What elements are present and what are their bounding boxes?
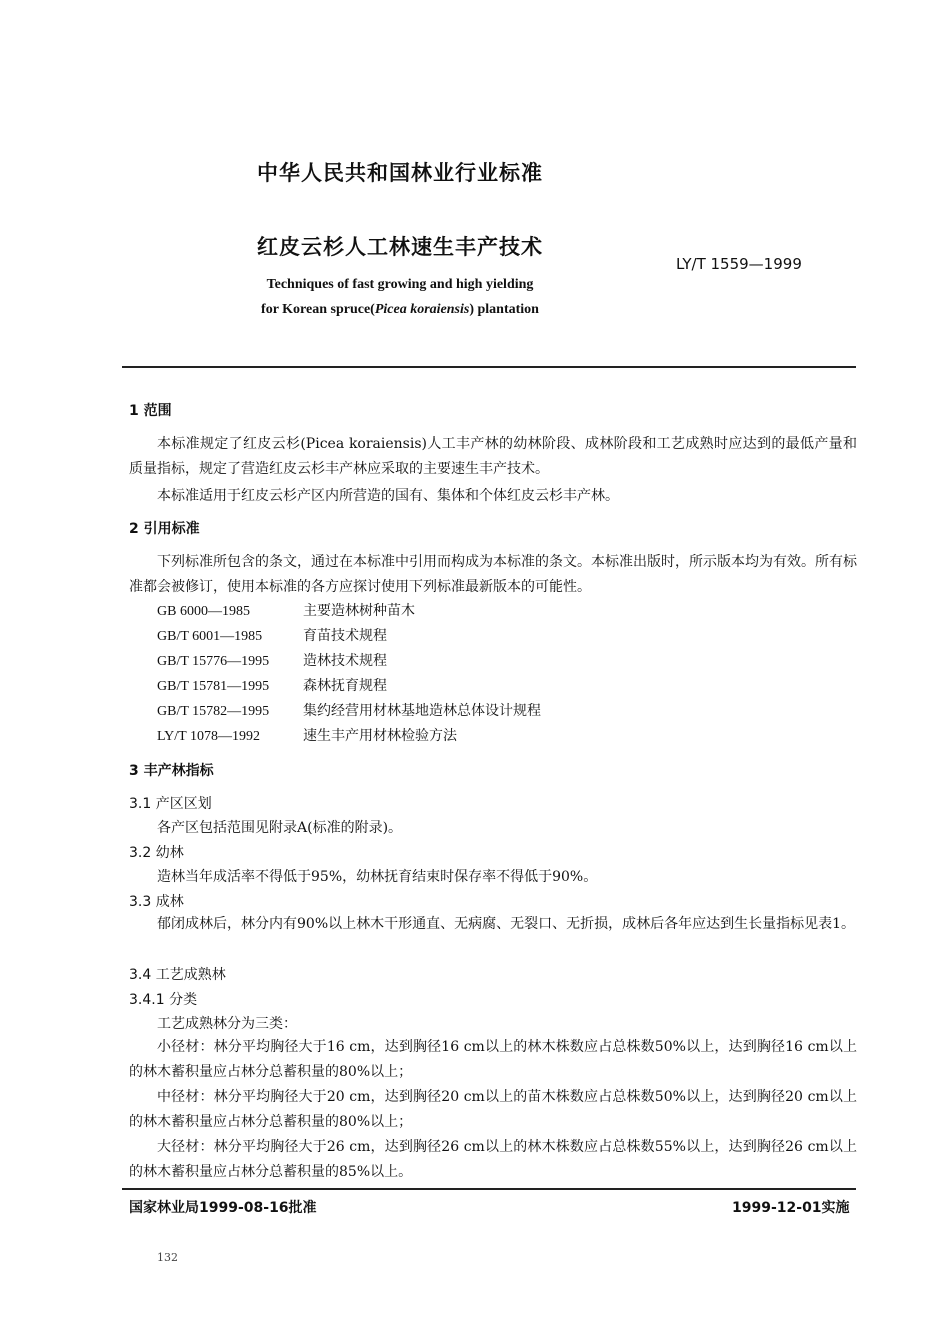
section-3-2-text: 造林当年成活率不得低于95%，幼林抚育结束时保存率不得低于90%。 (157, 869, 598, 885)
reference-code: GB 6000—1985 (157, 604, 250, 619)
reference-title: 造林技术规程 (303, 653, 387, 669)
reference-item (157, 675, 387, 695)
reference-item (157, 725, 457, 745)
title-en-latin-name: Picea koraiensis (374, 302, 470, 317)
section-3-2-heading: 3.2 幼林 (129, 845, 184, 861)
document-title-cn: 红皮云杉人工林速生丰产技术 (257, 235, 543, 259)
section-3-4-heading: 3.4 工艺成熟林 (129, 967, 226, 983)
small-diameter-timber-criteria: 小径材：林分平均胸径大于16 cm，达到胸径16 cm以上的林木株数应占总株数50%以上，达到胸径16 cm以上的林木蓄积量应占林分总蓄积量的80%以上； (129, 1039, 857, 1080)
section-1-paragraph-1: 本标准规定了红皮云杉(Picea koraiensis)人工丰产林的幼林阶段、成林阶段和工艺成熟时应达到的最低产量和质量指标，规定了营造红皮云杉丰产林应采取的主要速生丰产技术。 (129, 436, 857, 477)
section-3-1-text: 各产区包括范围见附录A(标准的附录)。 (157, 820, 403, 836)
document-title-en-line1: Techniques of fast growing and high yielding (266, 277, 534, 292)
reference-title: 育苗技术规程 (303, 628, 387, 644)
reference-code: LY/T 1078—1992 (157, 729, 260, 744)
approval-date: 国家林业局1999-08-16批准 (129, 1200, 317, 1216)
section-1-paragraph-2: 本标准适用于红皮云杉产区内所营造的国有、集体和个体红皮云杉丰产林。 (157, 488, 619, 504)
page-number: 132 (157, 1251, 178, 1264)
reference-code: GB/T 15781—1995 (157, 679, 270, 694)
footer-divider (122, 1188, 856, 1190)
document-title-en-line2 (0, 302, 800, 318)
reference-item (157, 625, 387, 645)
title-en-pre: for Korean spruce( (261, 302, 375, 317)
section-1-heading: 1 范围 (129, 403, 172, 419)
reference-code: GB/T 6001—1985 (157, 629, 263, 644)
section-3-4-1-intro: 工艺成熟林分为三类： (157, 1016, 297, 1032)
reference-item (157, 700, 541, 720)
reference-item (157, 650, 387, 670)
implementation-date: 1999-12-01实施 (732, 1200, 850, 1216)
reference-title: 主要造林树种苗木 (303, 603, 415, 619)
reference-item (157, 600, 415, 620)
section-3-3-heading: 3.3 成林 (129, 894, 184, 910)
medium-diameter-timber-criteria: 中径材：林分平均胸径大于20 cm，达到胸径20 cm以上的苗木株数应占总株数50%以上，达到胸径20 cm以上的林木蓄积量应占林分总蓄积量的80%以上； (129, 1089, 857, 1130)
header-divider (122, 366, 856, 368)
large-diameter-timber-criteria: 大径材：林分平均胸径大于26 cm，达到胸径26 cm以上的林木株数应占总株数55%以上，达到胸径26 cm以上的林木蓄积量应占林分总蓄积量的85%以上。 (129, 1139, 857, 1180)
standard-type-heading: 中华人民共和国林业行业标准 (257, 161, 543, 185)
title-en-post: ) plantation (469, 302, 539, 317)
reference-code: GB/T 15782—1995 (157, 704, 270, 719)
reference-title: 森林抚育规程 (303, 678, 387, 694)
section-2-paragraph-1: 下列标准所包含的条文，通过在本标准中引用而构成为本标准的条文。本标准出版时，所示版本均为有效。所有标准都会被修订，使用本标准的各方应探讨使用下列标准最新版本的可能性。 (129, 554, 857, 595)
section-2-heading: 2 引用标准 (129, 521, 200, 537)
section-3-4-1-heading: 3.4.1 分类 (129, 992, 198, 1008)
standard-code: LY/T 1559—1999 (676, 255, 802, 273)
reference-title: 集约经营用材林基地造林总体设计规程 (303, 703, 541, 719)
section-3-1-heading: 3.1 产区区划 (129, 796, 212, 812)
section-3-3-text: 郁闭成林后，林分内有90%以上林木干形通直、无病腐、无裂口、无折损，成林后各年应达到生长量指标见表1。 (157, 916, 856, 932)
reference-code: GB/T 15776—1995 (157, 654, 270, 669)
reference-title: 速生丰产用材林检验方法 (303, 728, 457, 744)
section-3-heading: 3 丰产林指标 (129, 763, 214, 779)
